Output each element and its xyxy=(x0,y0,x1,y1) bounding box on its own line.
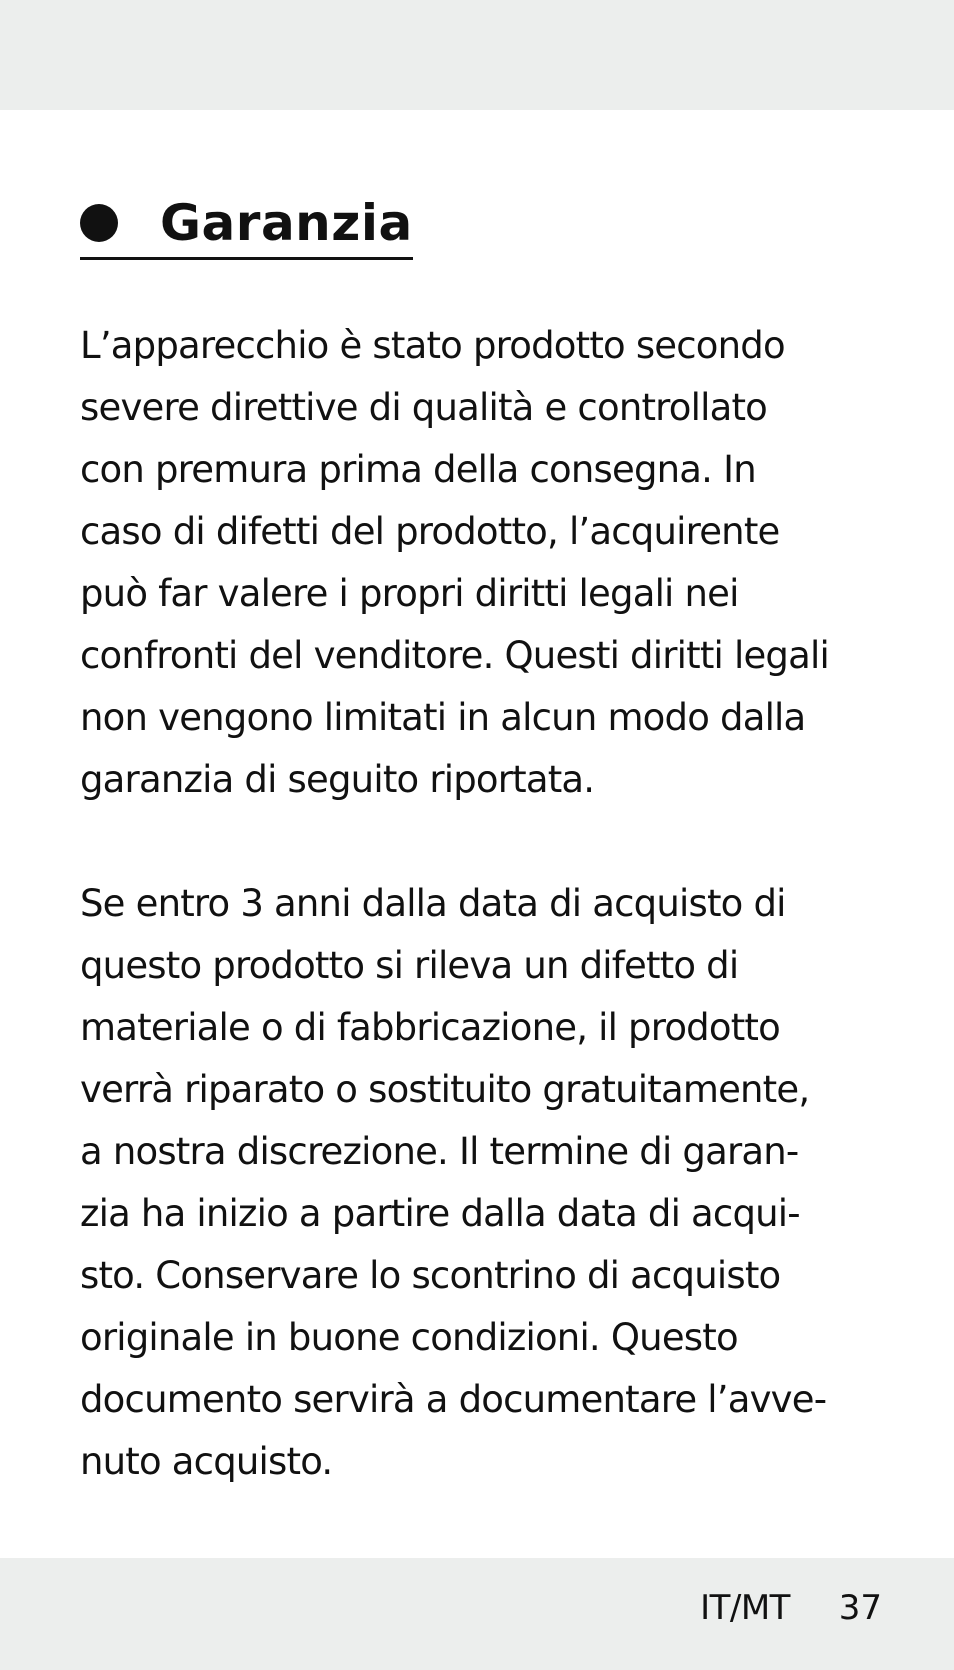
paragraph-line: materiale o di fabbricazione, il prodotto xyxy=(80,1006,780,1049)
section-heading xyxy=(80,195,413,260)
paragraph-line: zia ha inizio a partire dalla data di acqui- xyxy=(80,1192,800,1235)
paragraph-line: L’apparecchio è stato prodotto secondo xyxy=(80,324,785,367)
paragraph-line: con premura prima della consegna. In xyxy=(80,448,756,491)
section-title: Garanzia xyxy=(160,194,413,252)
page-content xyxy=(80,195,880,1493)
paragraph-line: può far valere i propri diritti legali nei xyxy=(80,572,739,615)
language-code: IT/MT xyxy=(700,1588,790,1628)
paragraph-line: caso di difetti del prodotto, l’acquirente xyxy=(80,510,780,553)
paragraph-line: garanzia di seguito riportata. xyxy=(80,758,595,801)
paragraph-line: severe direttive di qualità e controllato xyxy=(80,386,767,429)
paragraph-line: sto. Conservare lo scontrino di acquisto xyxy=(80,1254,781,1297)
top-margin-band xyxy=(0,0,954,110)
paragraph-line: originale in buone condizioni. Questo xyxy=(80,1316,738,1359)
paragraph-line: a nostra discrezione. Il termine di garan- xyxy=(80,1130,799,1173)
page-footer xyxy=(700,1588,882,1628)
paragraph-line: non vengono limitati in alcun modo dalla xyxy=(80,696,806,739)
paragraph-line: Se entro 3 anni dalla data di acquisto di xyxy=(80,882,786,925)
warranty-paragraph-1 xyxy=(80,315,880,811)
paragraph-line: questo prodotto si rileva un difetto di xyxy=(80,944,739,987)
paragraph-line: confronti del venditore. Questi diritti legali xyxy=(80,634,829,677)
warranty-paragraph-2 xyxy=(80,873,880,1493)
page-number: 37 xyxy=(838,1588,882,1628)
paragraph-line: verrà riparato o sostituito gratuitamente, xyxy=(80,1068,810,1111)
paragraph-line: nuto acquisto. xyxy=(80,1440,333,1483)
bullet-icon xyxy=(80,204,118,242)
paragraph-line: documento servirà a documentare l’avve- xyxy=(80,1378,827,1421)
